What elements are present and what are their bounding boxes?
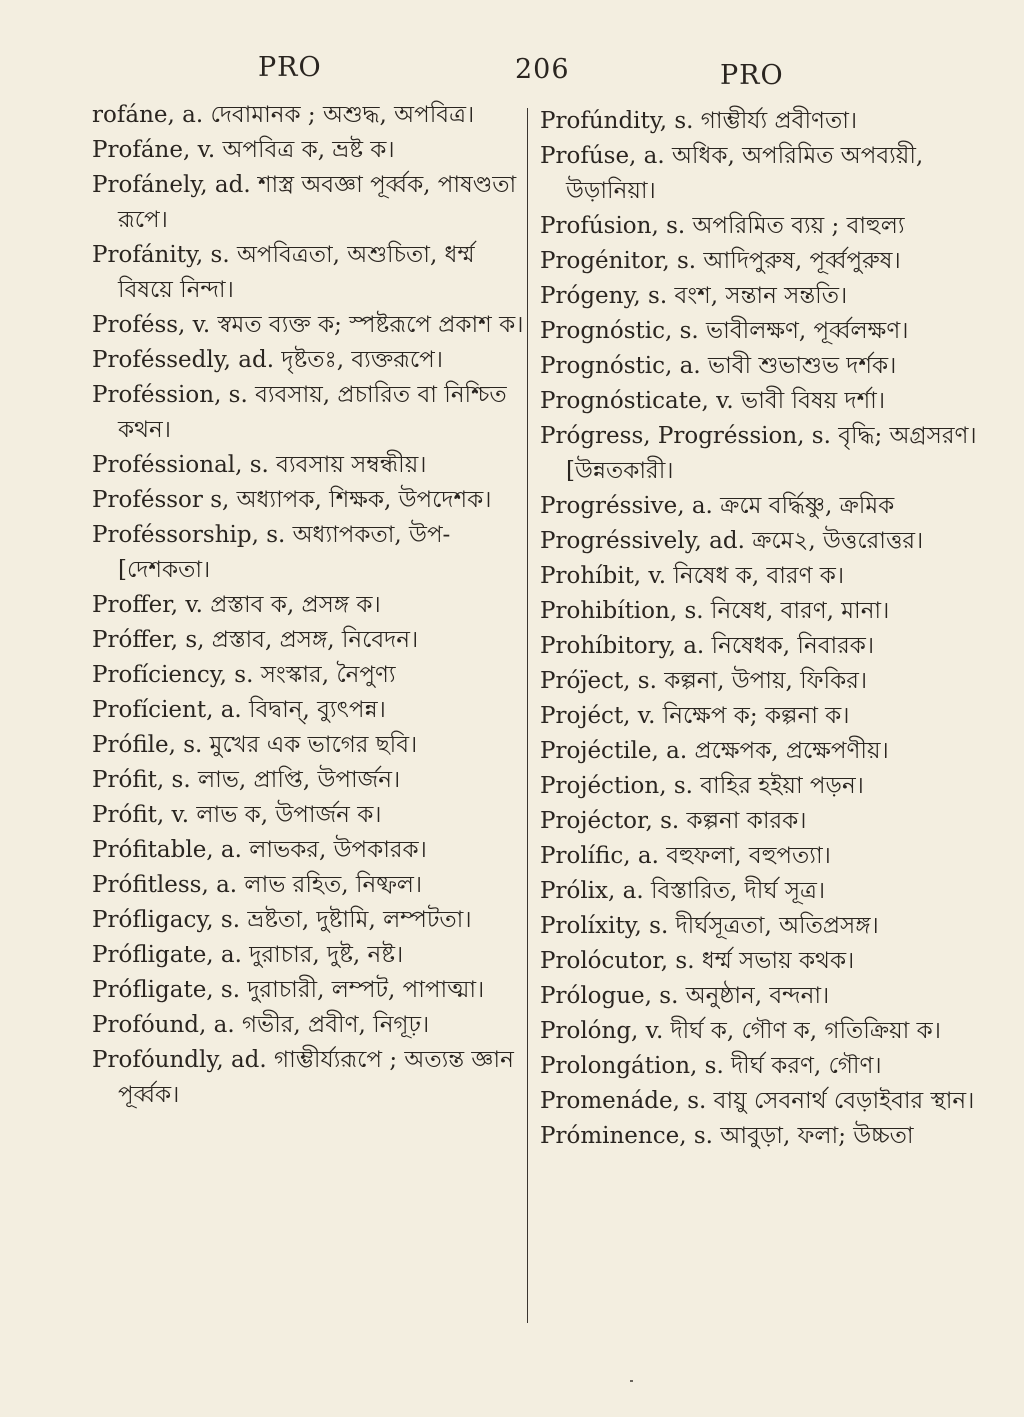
entry: Prófile, s. মুখের এক ভাগের ছবি। xyxy=(92,732,418,758)
entry: Profúse, a. অধিক, অপরিমিত অপব্যয়ী, উড়ানিয়া। xyxy=(540,143,924,204)
entry: Profúsion, s. অপরিমিত ব্যয় ; বাহুল্য xyxy=(540,213,905,239)
entry: Promenáde, s. বায়ু সেবনার্থ বেড়াইবার স্থান। xyxy=(540,1088,975,1114)
entry: Profúndity, s. গাম্ভীর্য্য প্রবীণতা। xyxy=(540,108,858,134)
entry: Progénitor, s. আদিপুরুষ, পূর্ব্বপুরুষ। xyxy=(540,248,901,274)
entry: Prógeny, s. বংশ, সন্তান সন্ততি। xyxy=(540,283,848,309)
entry: Proffer, v. প্রস্তাব ক, প্রসঙ্গ ক। xyxy=(92,592,381,618)
entry: Proféssion, s. ব্যবসায়, প্রচারিত বা নিশ্চিত কথন। xyxy=(92,382,507,443)
entry: Prognósticate, v. ভাবী বিষয় দর্শা। xyxy=(540,388,886,414)
entry: Prolócutor, s. ধর্ম্ম সভায় কথক। xyxy=(540,948,855,974)
entry: Projéction, s. বাহির হইয়া পড়ন। xyxy=(540,773,864,799)
entry: Próminence, s. আবুড়া, ফলা; উচ্চতা xyxy=(540,1123,914,1149)
entry: Próffer, s, প্রস্তাব, প্রসঙ্গ, নিবেদন। xyxy=(92,627,419,653)
entry: Proféssedly, ad. দৃষ্টতঃ, ব্যক্তরূপে। xyxy=(92,347,444,373)
left-column xyxy=(92,98,524,1113)
entry: Prófitless, a. লাভ রহিত, নিষ্ফল। xyxy=(92,872,423,898)
entry: Prófligacy, s. ভ্রষ্টতা, দুষ্টামি, লম্পটতা। xyxy=(92,907,472,933)
entry: Prognóstic, a. ভাবী শুভাশুভ দর্শক। xyxy=(540,353,897,379)
entry: rofáne, a. দেবামানক ; অশুদ্ধ, অপবিত্র। xyxy=(92,102,475,128)
entry: Projéctile, a. প্রক্ষেপক, প্রক্ষেপণীয়। xyxy=(540,738,889,764)
right-column xyxy=(540,104,986,1154)
header-right-guideword: PRO xyxy=(720,60,784,91)
header-left-guideword: PRO xyxy=(258,52,322,83)
entry: Prój̈ect, s. কল্পনা, উপায়, ফিকির। xyxy=(540,668,868,694)
entry: Prófit, v. লাভ ক, উপার্জন ক। xyxy=(92,802,382,828)
entry: Proféssional, s. ব্যবসায় সম্বন্ধীয়। xyxy=(92,452,427,478)
entry: Prófitable, a. লাভকর, উপকারক। xyxy=(92,837,427,863)
entry: Proféssorship, s. অধ্যাপকতা, উপ- [দেশকতা। xyxy=(92,522,451,583)
entry: Profánely, ad. শাস্ত্র অবজ্ঞা পূর্ব্বক, পাষণ্ডতা রূপে। xyxy=(92,172,517,233)
entry: Prolongátion, s. দীর্ঘ করণ, গৌণ। xyxy=(540,1053,882,1079)
entry: Profáne, v. অপবিত্র ক, ভ্রষ্ট ক। xyxy=(92,137,395,163)
entry: Projéct, v. নিক্ষেপ ক; কল্পনা ক। xyxy=(540,703,850,729)
entry: Prolífic, a. বহুফলা, বহুপত্যা। xyxy=(540,843,831,869)
entry: Proféssor s, অধ্যাপক, শিক্ষক, উপদেশক। xyxy=(92,487,492,513)
entry: Prolíxity, s. দীর্ঘসূত্রতা, অতিপ্রসঙ্গ। xyxy=(540,913,879,939)
entry: Prólix, a. বিস্তারিত, দীর্ঘ সূত্র। xyxy=(540,878,826,904)
entry: Prólogue, s. অনুষ্ঠান, বন্দনা। xyxy=(540,983,830,1009)
entry: Profánity, s. অপবিত্রতা, অশুচিতা, ধর্ম্ম বিষয়ে নিন্দা। xyxy=(92,242,475,303)
entry: Prolóng, v. দীর্ঘ ক, গৌণ ক, গতিক্রিয়া ক। xyxy=(540,1018,941,1044)
column-divider xyxy=(527,108,528,1323)
entry: Prohíbit, v. নিষেধ ক, বারণ ক। xyxy=(540,563,845,589)
entry: Progréssively, ad. ক্রমে২, উত্তরোত্তর। xyxy=(540,528,924,554)
entry: Prófit, s. লাভ, প্রাপ্তি, উপার্জন। xyxy=(92,767,401,793)
entry: Prohibítion, s. নিষেধ, বারণ, মানা। xyxy=(540,598,890,624)
entry: Projéctor, s. কল্পনা কারক। xyxy=(540,808,807,834)
entry: Prohíbitory, a. নিষেধক, নিবারক। xyxy=(540,633,875,659)
entry: Prófligate, a. দুরাচার, দুষ্ট, নষ্ট। xyxy=(92,942,404,968)
entry: Prógress, Progréssion, s. বৃদ্ধি; অগ্রসরণ। [উন্নতকারী। xyxy=(540,423,977,484)
entry: Prófligate, s. দুরাচারী, লম্পট, পাপাত্মা। xyxy=(92,977,485,1003)
entry: Proféss, v. স্বমত ব্যক্ত ক; স্পষ্টরূপে প্রকাশ ক। xyxy=(92,312,524,338)
entry: Progréssive, a. ক্রমে বর্দ্ধিষ্ণু, ক্রমিক xyxy=(540,493,895,519)
page-number: 206 xyxy=(515,54,570,85)
print-speck xyxy=(630,1380,633,1382)
entry: Profóund, a. গভীর, প্রবীণ, নিগূঢ়। xyxy=(92,1012,430,1038)
entry: Prognóstic, s. ভাবীলক্ষণ, পূর্ব্বলক্ষণ। xyxy=(540,318,909,344)
entry: Profícient, a. বিদ্বান্, ব্যুৎপন্ন। xyxy=(92,697,386,723)
entry: Profóundly, ad. গাম্ভীর্য্যরূপে ; অত্যন্ত জ্ঞান পূর্ব্বক। xyxy=(92,1047,514,1108)
entry: Profíciency, s. সংস্কার, নৈপুণ্য xyxy=(92,662,396,688)
